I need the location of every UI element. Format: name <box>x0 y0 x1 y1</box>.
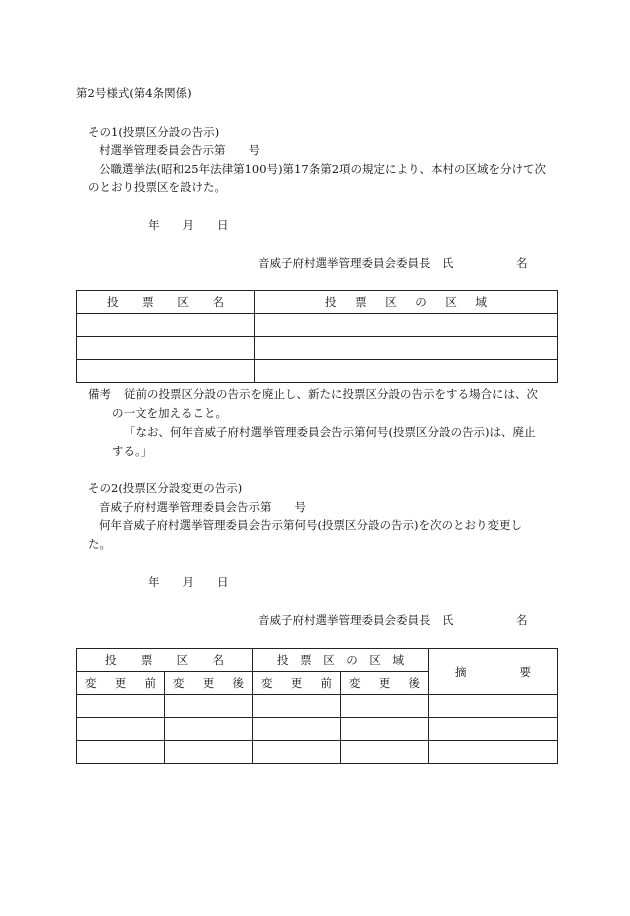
table-cell <box>253 695 341 718</box>
table-cell <box>77 695 165 718</box>
table-cell <box>255 360 558 383</box>
table-cell <box>429 695 558 718</box>
table-cell <box>165 718 253 741</box>
table-cell <box>341 718 429 741</box>
subheader-area-after <box>341 672 429 695</box>
part2-change-table <box>76 648 558 764</box>
part1-signer: 音威子府村選挙管理委員会委員長 氏 <box>258 256 454 270</box>
part2-body-line1: 何年音威子府村選挙管理委員会告示第何号(投票区分設の告示)を次のとおり変更し <box>99 518 522 532</box>
part1-body-line2: のとおり投票区を設けた。 <box>88 180 226 194</box>
table-cell <box>77 337 255 360</box>
table-cell <box>341 695 429 718</box>
table-cell <box>429 741 558 764</box>
name-after-text: 変 更 後 <box>173 676 244 690</box>
part1-body-line1: 公職選挙法(昭和25年法律第100号)第17条第2項の規定により、本村の区域を分けて次 <box>99 162 547 176</box>
part1-signer-name-suffix: 名 <box>516 256 528 270</box>
subheader-name-before <box>77 672 165 695</box>
table-cell <box>77 360 255 383</box>
table-cell <box>77 741 165 764</box>
subheader-area-before <box>253 672 341 695</box>
col-header-remarks <box>429 649 558 695</box>
table-cell <box>255 314 558 337</box>
part2-signer-name-suffix: 名 <box>516 613 528 627</box>
table-header-row <box>77 649 558 672</box>
table-cell <box>253 741 341 764</box>
group-header-district-area <box>253 649 429 672</box>
group-district-name-text: 投 票 区 名 <box>105 653 224 667</box>
part2-heading: その2(投票区分設変更の告示) <box>88 481 243 495</box>
table-cell <box>165 741 253 764</box>
part2-date: 年 月 日 <box>148 575 229 589</box>
part2-signer: 音威子府村選挙管理委員会委員長 氏 <box>258 613 454 627</box>
table-row <box>77 718 558 741</box>
remarks-header-text: 摘 要 <box>455 664 531 679</box>
table-cell <box>255 337 558 360</box>
table-cell <box>341 741 429 764</box>
col-header-district-name <box>77 291 255 314</box>
group-district-area-text: 投 票 区 の 区 域 <box>277 653 404 667</box>
remarks-label: 備考 <box>88 387 111 401</box>
remarks-line1: 従前の投票区分設の告示を廃止し、新たに投票区分設の告示をする場合には、次 <box>124 387 538 401</box>
table-row <box>77 314 558 337</box>
remarks-line2: の一文を加えること。 <box>112 406 227 420</box>
table-header-row <box>77 291 558 314</box>
table-row <box>77 337 558 360</box>
table-row <box>77 360 558 383</box>
part1-district-table <box>76 290 558 383</box>
table-cell <box>429 718 558 741</box>
part1-heading: その1(投票区分設の告示) <box>88 125 220 139</box>
group-header-district-name <box>77 649 253 672</box>
subheader-name-after <box>165 672 253 695</box>
part1-date: 年 月 日 <box>148 218 229 232</box>
district-area-header-text: 投 票 区 の 区 域 <box>325 295 487 309</box>
form-title: 第2号様式(第4条関係) <box>76 86 192 100</box>
area-before-text: 変 更 前 <box>261 676 332 690</box>
col-header-district-area <box>255 291 558 314</box>
table-cell <box>77 314 255 337</box>
table-cell <box>77 718 165 741</box>
area-after-text: 変 更 後 <box>349 676 420 690</box>
part2-body-line2: た。 <box>88 537 111 551</box>
name-before-text: 変 更 前 <box>85 676 156 690</box>
part1-notice-number: 村選挙管理委員会告示第 号 <box>99 143 260 157</box>
remarks-line3: 「なお、何年音威子府村選挙管理委員会告示第何号(投票区分設の告示)は、廃止 <box>124 425 536 439</box>
table-cell <box>165 695 253 718</box>
table-cell <box>253 718 341 741</box>
table-row <box>77 695 558 718</box>
district-name-header-text: 投 票 区 名 <box>107 295 224 309</box>
part2-notice-number: 音威子府村選挙管理委員会告示第 号 <box>99 500 306 514</box>
remarks-line4: する。」 <box>112 444 153 458</box>
table-row <box>77 741 558 764</box>
